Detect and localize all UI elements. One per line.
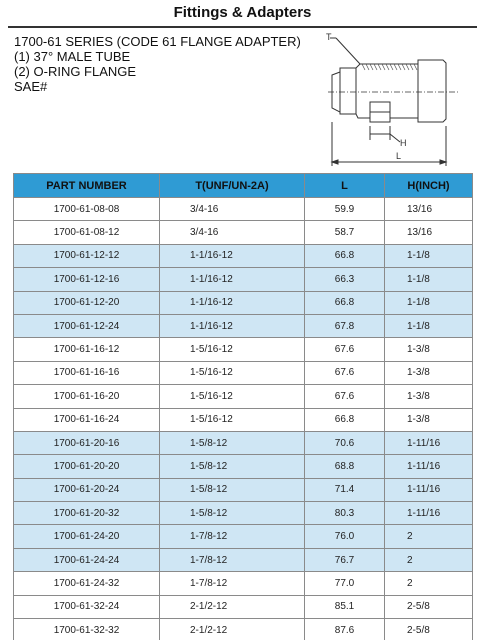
table-row <box>14 502 473 525</box>
cell-length: 68.8 <box>305 455 385 478</box>
label-l: L <box>396 151 402 161</box>
description-line-3: SAE# <box>14 79 48 94</box>
table-header-row <box>14 174 473 198</box>
cell-thread: 1-5/8-12 <box>160 455 305 478</box>
product-description <box>14 34 314 94</box>
cell-length: 71.4 <box>305 478 385 501</box>
table-row <box>14 548 473 571</box>
cell-part-number: 1700-61-32-24 <box>14 595 160 618</box>
cell-length: 58.7 <box>305 221 385 244</box>
cell-length: 77.0 <box>305 572 385 595</box>
cell-part-number: 1700-61-16-12 <box>14 338 160 361</box>
cell-part-number: 1700-61-12-12 <box>14 244 160 267</box>
cell-thread: 1-5/8-12 <box>160 478 305 501</box>
cell-hex: 13/16 <box>385 221 473 244</box>
cell-hex: 1-3/8 <box>385 338 473 361</box>
cell-hex: 1-3/8 <box>385 385 473 408</box>
cell-thread: 3/4-16 <box>160 221 305 244</box>
table-row <box>14 431 473 454</box>
cell-length: 66.8 <box>305 244 385 267</box>
cell-part-number: 1700-61-20-24 <box>14 478 160 501</box>
table-row <box>14 408 473 431</box>
cell-thread: 2-1/2-12 <box>160 595 305 618</box>
cell-hex: 2-5/8 <box>385 619 473 640</box>
cell-hex: 1-3/8 <box>385 408 473 431</box>
cell-hex: 13/16 <box>385 198 473 221</box>
cell-length: 59.9 <box>305 198 385 221</box>
cell-thread: 1-1/16-12 <box>160 268 305 291</box>
cell-thread: 1-5/16-12 <box>160 338 305 361</box>
cell-part-number: 1700-61-24-24 <box>14 548 160 571</box>
cell-part-number: 1700-61-20-20 <box>14 455 160 478</box>
cell-part-number: 1700-61-12-16 <box>14 268 160 291</box>
table-body <box>14 198 473 640</box>
cell-hex: 1-11/16 <box>385 455 473 478</box>
cell-part-number: 1700-61-32-32 <box>14 619 160 640</box>
table-row <box>14 385 473 408</box>
cell-part-number: 1700-61-12-24 <box>14 314 160 337</box>
table-row <box>14 198 473 221</box>
column-header-hex: H(INCH) <box>385 174 473 198</box>
cell-thread: 1-7/8-12 <box>160 525 305 548</box>
column-header-part-number: PART NUMBER <box>14 174 160 198</box>
cell-part-number: 1700-61-08-08 <box>14 198 160 221</box>
table-row <box>14 478 473 501</box>
cell-hex: 1-11/16 <box>385 478 473 501</box>
table-row <box>14 525 473 548</box>
table-row <box>14 268 473 291</box>
cell-length: 76.0 <box>305 525 385 548</box>
table-row <box>14 244 473 267</box>
cell-thread: 1-5/16-12 <box>160 385 305 408</box>
cell-length: 85.1 <box>305 595 385 618</box>
column-header-length: L <box>305 174 385 198</box>
cell-thread: 1-5/8-12 <box>160 431 305 454</box>
table-row <box>14 572 473 595</box>
cell-hex: 1-1/8 <box>385 291 473 314</box>
cell-length: 67.6 <box>305 338 385 361</box>
cell-thread: 1-1/16-12 <box>160 314 305 337</box>
cell-hex: 2 <box>385 572 473 595</box>
cell-thread: 1-7/8-12 <box>160 572 305 595</box>
cell-part-number: 1700-61-16-16 <box>14 361 160 384</box>
column-header-thread: T(UNF/UN-2A) <box>160 174 305 198</box>
cell-thread: 1-5/16-12 <box>160 361 305 384</box>
description-line-1: (1) 37° MALE TUBE <box>14 49 131 64</box>
cell-length: 66.3 <box>305 268 385 291</box>
table-row <box>14 314 473 337</box>
cell-thread: 1-1/16-12 <box>160 291 305 314</box>
cell-hex: 2 <box>385 525 473 548</box>
cell-hex: 2-5/8 <box>385 595 473 618</box>
cell-thread: 2-1/2-12 <box>160 619 305 640</box>
cell-part-number: 1700-61-16-24 <box>14 408 160 431</box>
table-row <box>14 338 473 361</box>
cell-length: 66.8 <box>305 291 385 314</box>
table-row <box>14 619 473 640</box>
page-title: Fittings & Adapters <box>173 4 312 21</box>
cell-length: 67.6 <box>305 385 385 408</box>
fitting-drawing <box>318 30 478 170</box>
cell-length: 67.6 <box>305 361 385 384</box>
cell-part-number: 1700-61-20-32 <box>14 502 160 525</box>
label-h: H <box>400 138 407 148</box>
cell-part-number: 1700-61-08-12 <box>14 221 160 244</box>
page-header <box>8 0 477 28</box>
cell-length: 87.6 <box>305 619 385 640</box>
spec-table <box>13 173 473 640</box>
cell-hex: 1-11/16 <box>385 502 473 525</box>
cell-part-number: 1700-61-12-20 <box>14 291 160 314</box>
cell-part-number: 1700-61-24-20 <box>14 525 160 548</box>
cell-hex: 1-11/16 <box>385 431 473 454</box>
label-t: T <box>326 32 332 42</box>
cell-length: 66.8 <box>305 408 385 431</box>
cell-part-number: 1700-61-20-16 <box>14 431 160 454</box>
cell-thread: 1-5/16-12 <box>160 408 305 431</box>
cell-length: 80.3 <box>305 502 385 525</box>
cell-part-number: 1700-61-24-32 <box>14 572 160 595</box>
cell-thread: 1-1/16-12 <box>160 244 305 267</box>
table-row <box>14 595 473 618</box>
cell-hex: 1-3/8 <box>385 361 473 384</box>
cell-hex: 1-1/8 <box>385 268 473 291</box>
cell-length: 76.7 <box>305 548 385 571</box>
table-row <box>14 221 473 244</box>
cell-length: 67.8 <box>305 314 385 337</box>
cell-hex: 2 <box>385 548 473 571</box>
description-line-2: (2) O-RING FLANGE <box>14 64 137 79</box>
table-row <box>14 291 473 314</box>
table-row <box>14 455 473 478</box>
series-title: 1700-61 SERIES (CODE 61 FLANGE ADAPTER) <box>14 34 301 49</box>
cell-thread: 1-7/8-12 <box>160 548 305 571</box>
cell-thread: 3/4-16 <box>160 198 305 221</box>
table-row <box>14 361 473 384</box>
cell-length: 70.6 <box>305 431 385 454</box>
cell-thread: 1-5/8-12 <box>160 502 305 525</box>
cell-part-number: 1700-61-16-20 <box>14 385 160 408</box>
cell-hex: 1-1/8 <box>385 314 473 337</box>
cell-hex: 1-1/8 <box>385 244 473 267</box>
